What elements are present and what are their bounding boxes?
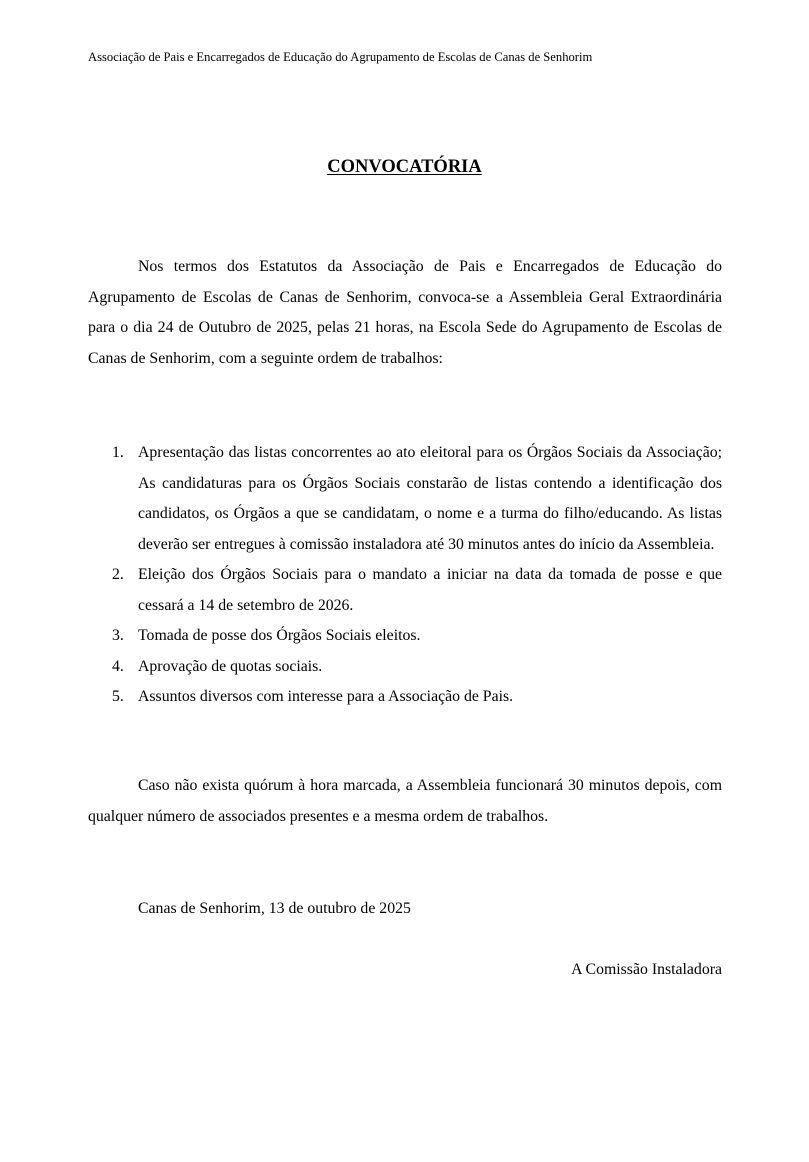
agenda-item <box>88 438 722 560</box>
agenda-item-number: 2. <box>112 566 124 583</box>
intro-paragraph <box>88 252 722 374</box>
agenda-item-number: 5. <box>112 688 124 705</box>
agenda-item <box>88 682 722 713</box>
agenda-item-number: 4. <box>112 657 124 675</box>
agenda-list <box>88 438 722 713</box>
agenda-item-text: Aprovação de quotas sociais. <box>138 657 323 675</box>
agenda-item-number: 1. <box>112 444 124 461</box>
document-header: Associação de Pais e Encarregados de Educação do Agrupamento de Escolas de Canas de Senhorim <box>88 50 593 64</box>
quorum-text: Caso não exista quórum à hora marcada, a Assembleia funcionará 30 minutos depois, com qualquer número de associados presentes e a mesma ordem de trabalhos. <box>88 777 722 825</box>
agenda-item-number: 3. <box>112 627 124 644</box>
agenda-item-text: Assuntos diversos com interesse para a Associação de Pais. <box>138 688 514 705</box>
intro-text: Nos termos dos Estatutos da Associação de Pais e Encarregados de Educação do Agrupamento de Escolas de Canas de Senhorim, convoca-se a Assembleia Geral Extraordinária para o dia 24 de Outubro de 2025, pelas 21 horas, na Escola Sede do Agrupamento de Escolas de Canas de Senhorim, com a seguinte ordem de trabalhos: <box>88 258 722 367</box>
agenda-item <box>88 560 722 621</box>
agenda-item-text: Eleição dos Órgãos Sociais para o mandato a iniciar na data da tomada de posse e que cessará a 14 de setembro de 2026. <box>138 566 722 614</box>
agenda-item-text: Tomada de posse dos Órgãos Sociais eleitos. <box>138 627 421 644</box>
quorum-paragraph <box>88 771 722 832</box>
signature: A Comissão Instaladora <box>571 961 722 978</box>
agenda-item <box>88 652 722 683</box>
agenda-item-text: Apresentação das listas concorrentes ao ato eleitoral para os Órgãos Sociais da Associação; As candidaturas para os Órgãos Sociais constarão de listas contendo a identificação dos candidatos, os Órgãos a que se candidatam, o nome e a turma do filho/educando. As listas deverão ser entregues à comissão instaladora até 30 minutos antes do início da Assembleia. <box>138 444 722 553</box>
document-title: CONVOCATÓRIA <box>327 157 482 177</box>
agenda-item <box>88 621 722 652</box>
place-and-date: Canas de Senhorim, 13 de outubro de 2025 <box>138 900 411 917</box>
